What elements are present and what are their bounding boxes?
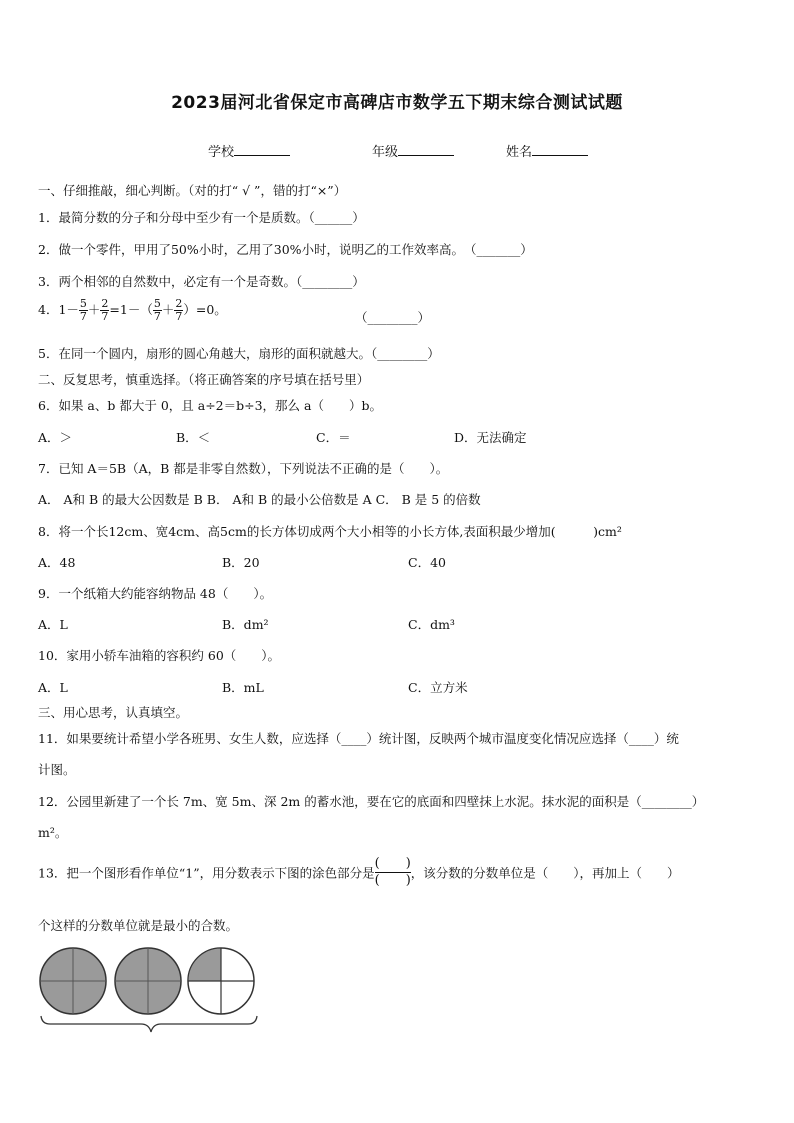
- q10-option-b[interactable]: B．mL: [222, 680, 264, 695]
- question-6: 6．如果 a、b 都大于 0，且 a÷2＝b÷3，那么 a（ ）b。: [38, 398, 382, 413]
- q7-options[interactable]: A． A和 B 的最大公因数是 B B． A和 B 的最小公倍数是 A C． B 是 5 的倍数: [38, 492, 481, 507]
- q6-option-a[interactable]: A．＞: [38, 430, 73, 445]
- question-7: 7．已知 A＝5B（A，B 都是非零自然数），下列说法不正确的是（ ）。: [38, 461, 449, 476]
- q6-option-d[interactable]: D．无法确定: [454, 430, 527, 445]
- question-2: 2．做一个零件，甲用了50%小时，乙用了30%小时，说明乙的工作效率高。 （_______）: [38, 242, 533, 257]
- question-10: 10．家用小轿车油箱的容积约 60（ ）。: [38, 648, 281, 663]
- q13-text-a: 13．把一个图形看作单位“1”，用分数表示下图的涂色部分是: [38, 865, 375, 881]
- question-11-cont: 计图。: [38, 762, 76, 777]
- circle-2: [115, 948, 181, 1014]
- q6-option-b[interactable]: B．＜: [176, 430, 211, 445]
- school-blank[interactable]: [234, 143, 290, 156]
- fraction-5-7: $\frac{5}{7}$: [79, 297, 87, 323]
- question-3: 3．两个相邻的自然数中，必定有一个是奇数。（________）: [38, 274, 365, 289]
- section-3-heading: 三、用心思考，认真填空。: [38, 705, 189, 720]
- name-label: 姓名: [506, 145, 533, 160]
- question-9: 9．一个纸箱大约能容纳物品 48（ ）。: [38, 586, 273, 601]
- q13-fraction-blank[interactable]: ( ) ( ): [374, 856, 411, 888]
- q10-option-a[interactable]: A．L: [38, 680, 68, 695]
- grade-blank[interactable]: [398, 143, 454, 156]
- q6-option-c[interactable]: C．＝: [316, 430, 351, 445]
- question-11: 11．如果要统计希望小学各班男、女生人数，应选择（____）统计图，反映两个城市温度变化情况应选择（____）统: [38, 731, 679, 746]
- question-8: 8．将一个长12cm、宽4cm、高5cm的长方体切成两个大小相等的小长方体,表面积最少增加( )cm²: [38, 524, 622, 539]
- shaded-circles-figure: [36, 944, 266, 1039]
- q4-text-f: ）=0。: [183, 302, 227, 317]
- q9-option-c[interactable]: C．dm³: [408, 617, 455, 632]
- grade-field: [372, 141, 454, 160]
- q9-option-b[interactable]: B．dm²: [222, 617, 269, 632]
- q10-option-c[interactable]: C．立方米: [408, 680, 468, 695]
- figure-brace: [41, 1016, 257, 1032]
- q4-text-c: =1－（: [109, 302, 153, 317]
- question-1: 1．最简分数的分子和分母中至少有一个是质数。（______）: [38, 210, 365, 225]
- q8-option-b[interactable]: B．20: [222, 555, 260, 570]
- q4-text-a: 4．1－: [38, 302, 79, 317]
- section-1-heading: 一、仔细推敲，细心判断。（对的打“ √ ”，错的打“×”）: [38, 183, 347, 198]
- section-2-heading: 二、反复思考，慎重选择。（将正确答案的序号填在括号里）: [38, 372, 370, 387]
- question-4-answer[interactable]: （________）: [355, 310, 431, 325]
- fraction-2-7-b: $\frac{2}{7}$: [175, 297, 183, 323]
- grade-label: 年级: [372, 145, 399, 160]
- q8-option-c[interactable]: C．40: [408, 555, 446, 570]
- name-field: [506, 141, 588, 160]
- circle-3: [188, 948, 254, 1014]
- school-label: 学校: [208, 145, 235, 160]
- question-13-cont: 个这样的分数单位就是最小的合数。: [38, 918, 239, 933]
- fraction-5-7-b: $\frac{5}{7}$: [153, 297, 161, 323]
- q4-plus-b: ＋: [161, 302, 175, 317]
- q8-option-a[interactable]: A．48: [38, 555, 76, 570]
- question-12: 12．公园里新建了一个长 7m、宽 5m、深 2m 的蓄水池，要在它的底面和四壁抹上水泥。抹水泥的面积是（________）: [38, 794, 705, 809]
- school-field: [208, 141, 290, 160]
- question-12-cont: m²。: [38, 825, 68, 840]
- q9-option-a[interactable]: A．L: [38, 617, 68, 632]
- name-blank[interactable]: [532, 143, 588, 156]
- q13-text-b: ，该分数的分数单位是（ ），再加上（ ）: [410, 865, 680, 881]
- question-5: 5．在同一个圆内，扇形的圆心角越大，扇形的面积就越大。（________）: [38, 346, 440, 361]
- page-title: 2023届河北省保定市高碑店市数学五下期末综合测试试题: [171, 93, 623, 113]
- question-4: [38, 298, 227, 323]
- q4-plus: ＋: [87, 302, 101, 317]
- fraction-2-7: $\frac{2}{7}$: [101, 297, 109, 323]
- circle-1: [40, 948, 106, 1014]
- question-13: [38, 856, 680, 889]
